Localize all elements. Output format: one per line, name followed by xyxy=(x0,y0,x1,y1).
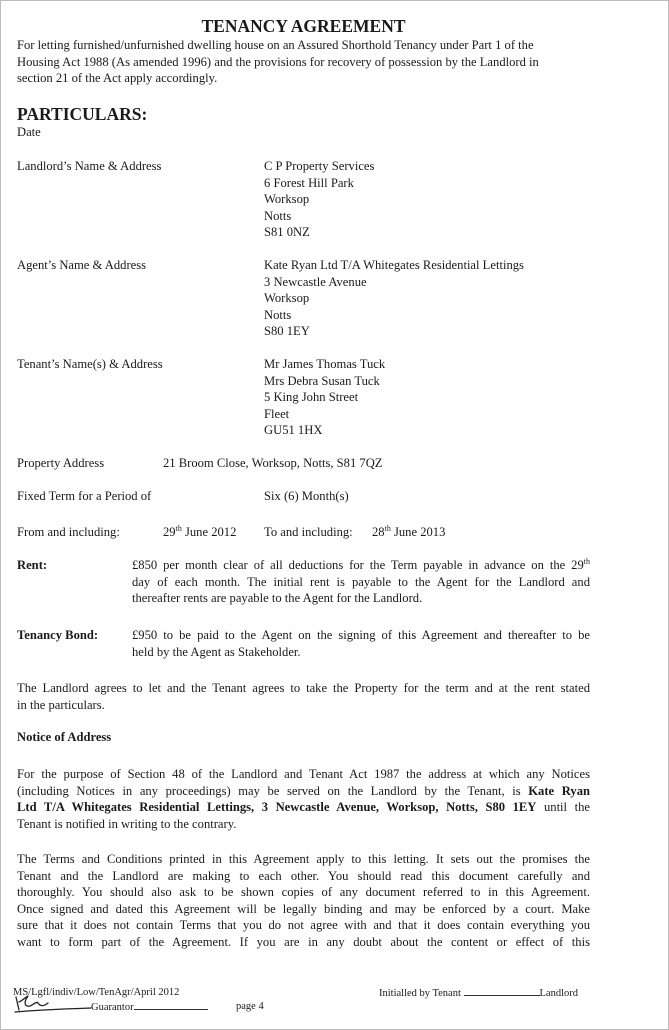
bond-text xyxy=(132,627,590,660)
agreement-line: The Landlord agrees to let and the Tenant agrees to take the Property for the term and at the rent stated xyxy=(17,681,590,695)
intro-paragraph xyxy=(17,37,539,87)
tenant-line: 5 King John Street xyxy=(264,390,359,404)
from-label: From and including: xyxy=(17,525,120,539)
to-day-suffix: th xyxy=(384,523,391,533)
landlord-label: Landlord’s Name & Address xyxy=(17,159,162,173)
tenant-label: Tenant’s Name(s) & Address xyxy=(17,357,163,371)
document-title: TENANCY AGREEMENT xyxy=(201,16,406,36)
term-value: Six (6) Month(s) xyxy=(264,489,349,503)
intro-line: For letting furnished/unfurnished dwelling house on an Assured Shorthold Tenancy under Part 1 of the xyxy=(17,38,534,52)
guarantor-line xyxy=(134,999,208,1010)
from-month-year: June 2012 xyxy=(184,525,237,539)
initial-signature xyxy=(13,991,93,1015)
intro-line: section 21 of the Act apply accordingly. xyxy=(17,71,218,85)
landlord-line: Worksop xyxy=(264,192,310,206)
agent-label: Agent’s Name & Address xyxy=(17,258,147,272)
terms-paragraph xyxy=(17,851,590,950)
terms-line: Tenant and the Landlord are making to each other. You should read this document carefully and xyxy=(17,868,590,883)
to-date xyxy=(372,524,445,541)
intro-line: Housing Act 1988 (As amended 1996) and the provisions for recovery of possession by the Landlord in xyxy=(17,54,539,69)
agent-line: Kate Ryan Ltd T/A Whitegates Residential Lettings xyxy=(264,258,524,272)
agreement-line: in the particulars. xyxy=(17,697,105,712)
landlord-line: Notts xyxy=(264,208,292,223)
bond-line: held by the Agent as Stakeholder. xyxy=(132,644,301,659)
terms-line: The Terms and Conditions printed in this Agreement apply to this letting. It sets out the promises the xyxy=(17,852,590,866)
landlord-address xyxy=(264,158,374,241)
bond-label: Tenancy Bond: xyxy=(17,628,99,642)
to-month-year: June 2013 xyxy=(393,525,446,539)
tenant-initial-line xyxy=(464,985,540,996)
notice-agent-name: Kate Ryan xyxy=(528,783,590,798)
tenant-line: Fleet xyxy=(264,406,290,421)
agent-line: S80 1EY xyxy=(264,324,310,338)
property-address: 21 Broom Close, Worksop, Notts, S81 7QZ xyxy=(163,456,383,470)
agent-address xyxy=(264,257,524,340)
term-label: Fixed Term for a Period of xyxy=(17,489,152,503)
notice-paragraph xyxy=(17,766,590,832)
particulars-heading: PARTICULARS: xyxy=(17,104,148,124)
to-label: To and including: xyxy=(264,525,353,539)
guarantor-field xyxy=(91,999,208,1017)
terms-line: thoroughly. You should also ask to be shown copies of any document referred to in this Agreement. xyxy=(17,885,590,899)
landlord-line: 6 Forest Hill Park xyxy=(264,175,354,190)
agent-line: Worksop xyxy=(264,291,310,305)
agent-line: 3 Newcastle Avenue xyxy=(264,274,367,289)
initial-field xyxy=(379,985,578,1003)
landlord-initial-label: Landlord xyxy=(539,988,579,999)
landlord-line: C P Property Services xyxy=(264,159,375,173)
agreement-paragraph xyxy=(17,680,590,713)
agent-line: Notts xyxy=(264,307,292,322)
terms-line: sure that it does not contain Terms that you do not agree with and that it does contain everything you xyxy=(17,918,590,932)
notice-line: Tenant is notified in writing to the contrary. xyxy=(17,816,237,831)
bond-line: £950 to be paid to the Agent on the signing of this Agreement and thereafter to be xyxy=(132,628,590,642)
from-day: 29 xyxy=(163,525,176,539)
date-label: Date xyxy=(17,125,41,139)
from-date xyxy=(163,524,236,541)
initialled-by-tenant-label: Initialled by Tenant xyxy=(379,988,461,999)
footer-reference: MS/Lgfl/indiv/Low/TenAgr/April 2012 xyxy=(13,987,180,998)
to-day: 28 xyxy=(372,525,385,539)
property-label: Property Address xyxy=(17,456,105,470)
rent-line: thereafter rents are payable to the Agent for the Landlord. xyxy=(132,591,423,605)
notice-agent-address: Ltd T/A Whitegates Residential Lettings, 3 Newcastle Avenue, Worksop, Notts, S80 1EY xyxy=(17,800,537,814)
tenant-line: Mrs Debra Susan Tuck xyxy=(264,373,380,388)
terms-line: Once signed and dated this Agreement will be legally binding and may be enforced by a court. Make xyxy=(17,901,590,916)
rent-line: £850 per month clear of all deductions for the Term payable in advance on the 29th xyxy=(132,556,590,572)
tenant-line: Mr James Thomas Tuck xyxy=(264,357,386,371)
tenant-address xyxy=(264,356,385,439)
from-day-suffix: th xyxy=(175,523,182,533)
guarantor-label: Guarantor xyxy=(91,1002,134,1013)
terms-line: want to form part of the Agreement. If you are in any doubt about the content or effect of this xyxy=(17,934,590,949)
rent-text xyxy=(132,557,590,607)
rent-label: Rent: xyxy=(17,558,48,572)
rent-day-suffix: th xyxy=(583,556,590,566)
notice-heading: Notice of Address xyxy=(17,730,112,744)
page-number: page 4 xyxy=(236,1001,264,1012)
tenant-line: GU51 1HX xyxy=(264,423,323,437)
landlord-line: S81 0NZ xyxy=(264,225,310,239)
notice-line: Ltd T/A Whitegates Residential Lettings, 3 Newcastle Avenue, Worksop, Notts, S80 1EY until the xyxy=(17,800,590,814)
rent-line: day of each month. The initial rent is payable to the Agent for the Landlord and xyxy=(132,574,590,589)
notice-line: For the purpose of Section 48 of the Landlord and Tenant Act 1987 the address at which any Notices xyxy=(17,767,590,781)
notice-line: (including Notices in any proceedings) may be served on the Landlord by the Tenant, is Kate Ryan xyxy=(17,783,590,798)
